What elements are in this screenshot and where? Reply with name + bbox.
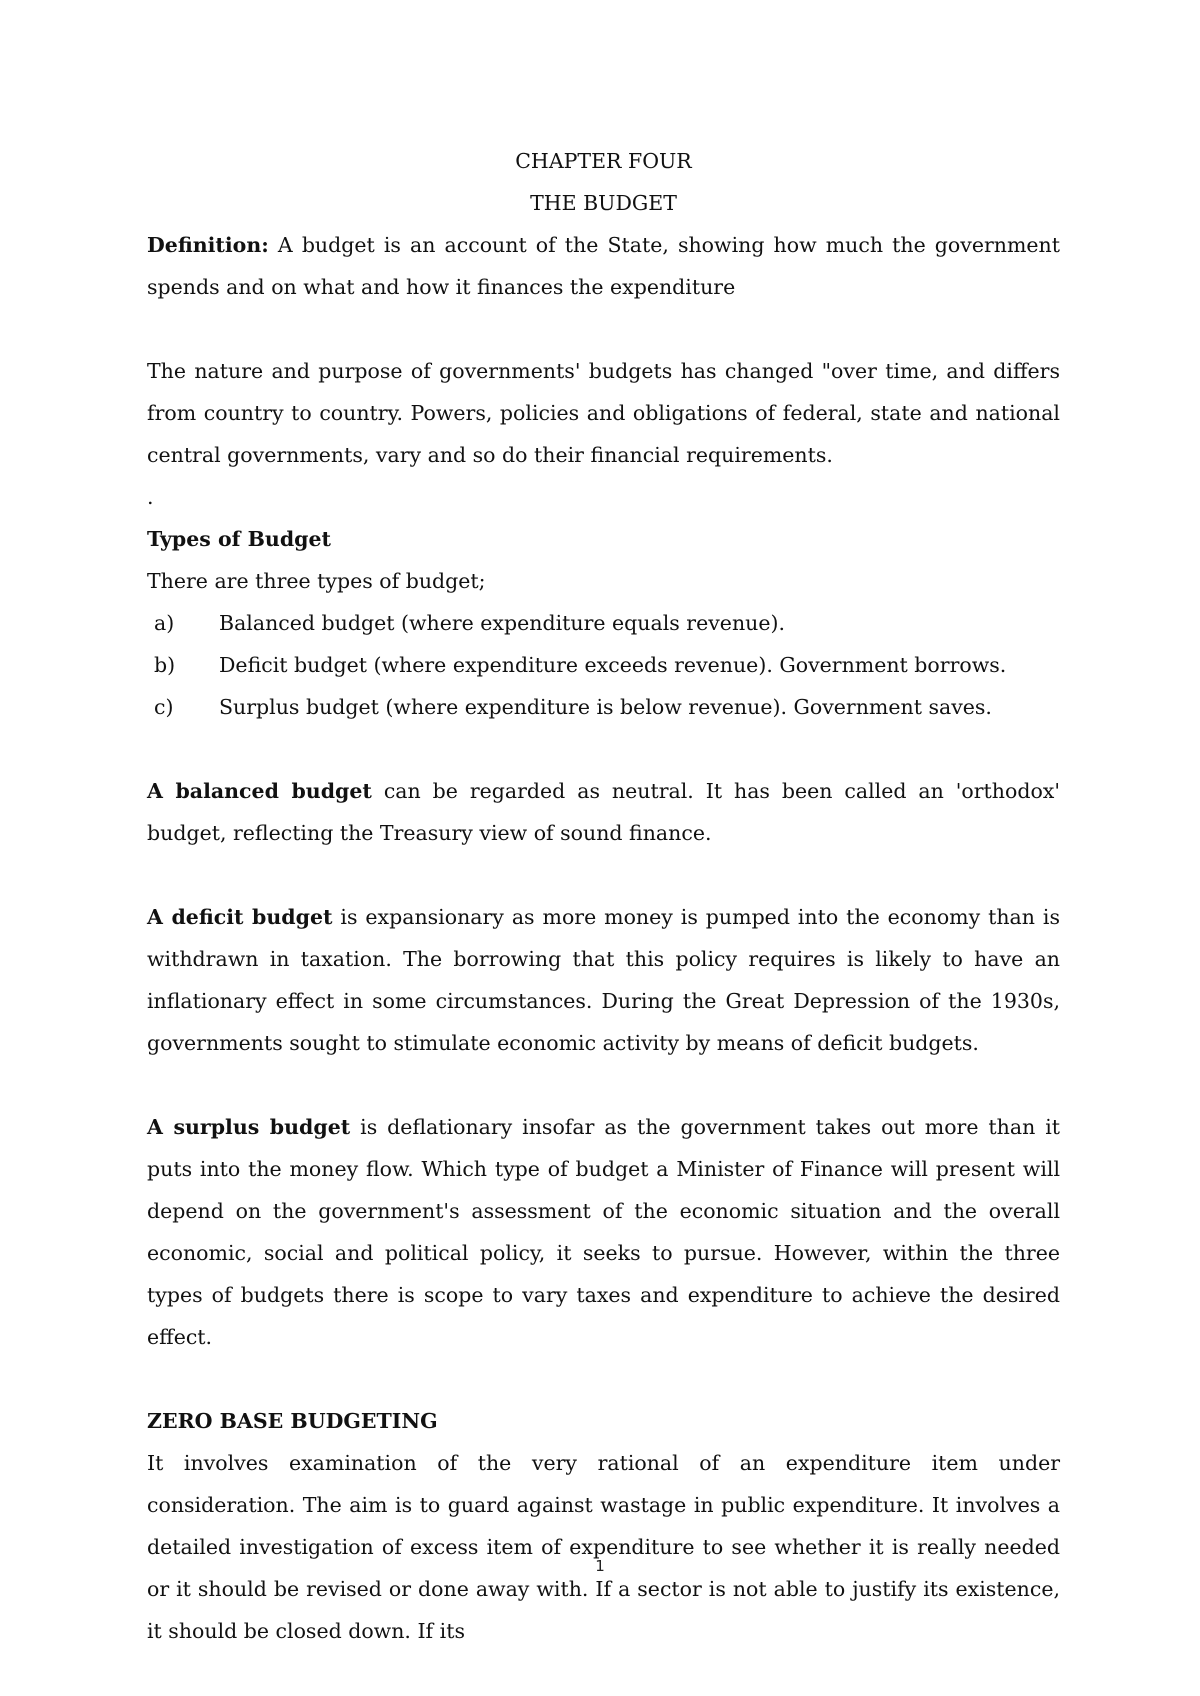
list-item	[147, 686, 1060, 728]
deficit-budget-paragraph	[147, 896, 1060, 1064]
zbb-paragraph: It involves examination of the very rational of an expenditure item under consideration. The aim is to guard against wastage in public expenditure. It involves a detailed investigation of excess item of expenditure to see whether it is really needed or it should be revised or done away with. If a sector is not able to justify its existence, it should be closed down. If its	[147, 1451, 1060, 1643]
definition-text: A budget is an account of the State, showing how much the government spends and on what and how it finances the expenditure	[147, 233, 1060, 299]
spacer	[147, 308, 1060, 350]
surplus-budget-label: A surplus budget	[147, 1115, 351, 1139]
page-content	[147, 140, 1060, 1652]
spacer	[147, 1358, 1060, 1400]
list-item-text: Balanced budget (where expenditure equals revenue).	[219, 611, 785, 635]
balanced-budget-text: can be regarded as neutral. It has been called an 'orthodox' budget, reflecting the Treasury view of sound finance.	[147, 779, 1060, 845]
budget-types-list	[147, 602, 1060, 728]
list-marker: a)	[154, 611, 175, 635]
list-marker: b)	[154, 653, 176, 677]
stray-dot: .	[147, 485, 154, 509]
surplus-budget-text: is deflationary insofar as the government takes out more than it puts into the money flow. Which type of budget a Minister of Finance will present will depend on the government's assessment of the economic situation and the overall economic, social and political policy, it seeks to pursue. However, within the three types of budgets there is scope to vary taxes and expenditure to achieve the desired effect.	[147, 1115, 1060, 1349]
page-number: 1	[595, 1557, 605, 1575]
spacer	[147, 1064, 1060, 1106]
list-item-text: Deficit budget (where expenditure exceeds revenue). Government borrows.	[219, 653, 1007, 677]
spacer	[147, 728, 1060, 770]
surplus-budget-paragraph	[147, 1106, 1060, 1358]
deficit-budget-label: A deficit budget	[147, 905, 333, 929]
chapter-title: CHAPTER FOUR	[515, 149, 692, 173]
list-item-text: Surplus budget (where expenditure is below revenue). Government saves.	[219, 695, 992, 719]
definition-label: Definition:	[147, 233, 269, 257]
balanced-budget-label: A balanced budget	[147, 779, 372, 803]
nature-paragraph: The nature and purpose of governments' budgets has changed "over time, and differs from country to country. Powers, policies and obligations of federal, state and national central governments, vary and so do their financial requirements.	[147, 359, 1060, 467]
list-item	[147, 644, 1060, 686]
types-intro: There are three types of budget;	[147, 569, 486, 593]
definition-paragraph	[147, 224, 1060, 308]
list-marker: c)	[154, 695, 174, 719]
balanced-budget-paragraph	[147, 770, 1060, 854]
deficit-budget-text: is expansionary as more money is pumped into the economy than is withdrawn in taxation. The borrowing that this policy requires is likely to have an inflationary effect in some circumstances. During the Great Depression of the 1930s, governments sought to stimulate economic activity by means of deficit budgets.	[147, 905, 1061, 1055]
section-title: THE BUDGET	[530, 191, 677, 215]
spacer	[147, 854, 1060, 896]
zbb-heading: ZERO BASE BUDGETING	[147, 1409, 438, 1433]
types-heading: Types of Budget	[147, 527, 332, 551]
list-item	[147, 602, 1060, 644]
